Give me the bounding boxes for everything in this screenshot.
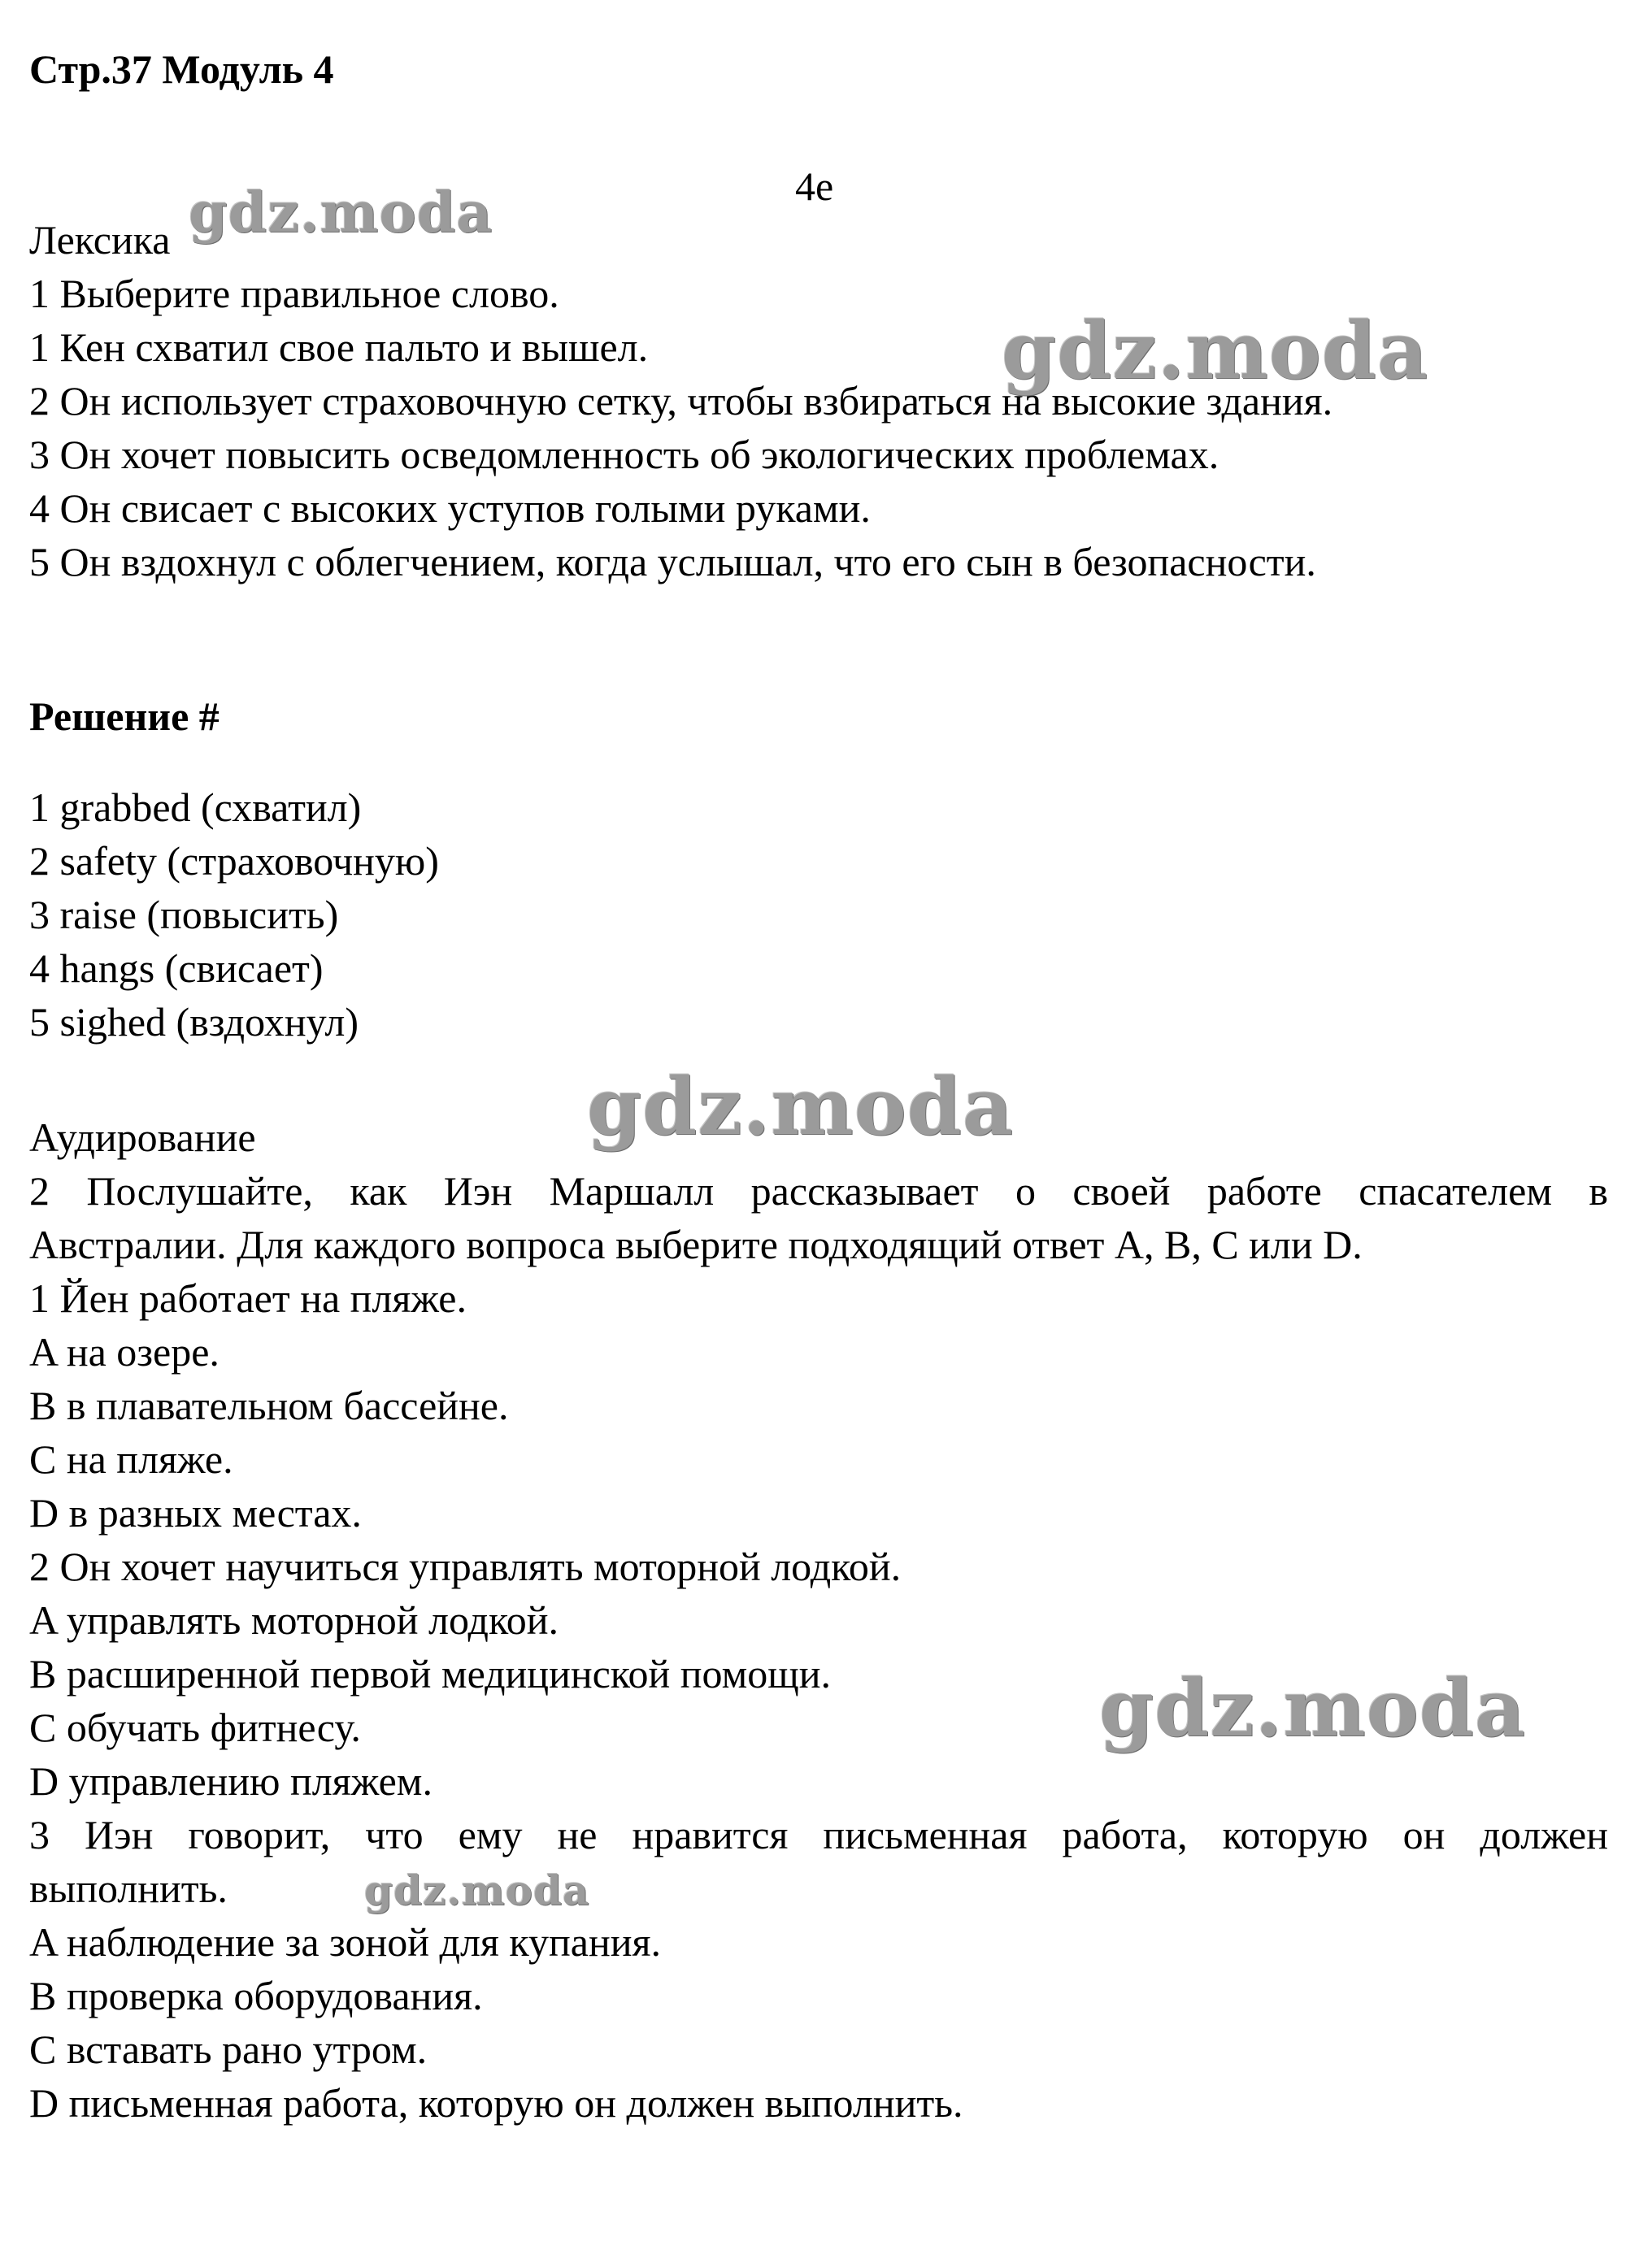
vocabulary-item: 3 Он хочет повысить осведомленность об экологических проблемах.: [29, 432, 1219, 477]
solution-answer: 4 hangs (свисает): [29, 945, 324, 991]
vocabulary-item: 1 Кен схватил свое пальто и вышел.: [29, 324, 649, 370]
listening-task-line: 2 Послушайте, как Иэн Маршалл рассказывает о своей работе спасателем в: [29, 1168, 1608, 1214]
watermark-logo: gdz.moda: [1002, 305, 1429, 397]
listening-task-line: Австралии. Для каждого вопроса выберите подходящий ответ A, B, C или D.: [29, 1222, 1363, 1267]
section-code: 4e: [795, 163, 834, 209]
option-a: A наблюдение за зоной для купания.: [29, 1919, 661, 1965]
solution-answer: 5 sighed (вздохнул): [29, 999, 359, 1045]
solution-answer: 2 safety (страховочную): [29, 838, 439, 884]
watermark-logo: gdz.moda: [1099, 1662, 1527, 1754]
vocabulary-heading: Лексика: [29, 217, 171, 263]
solution-answer: 3 raise (повысить): [29, 892, 339, 937]
option-d: D управлению пляжем.: [29, 1758, 433, 1804]
page-title: Стр.37 Модуль 4: [29, 46, 334, 92]
solution-heading: Решение #: [29, 693, 220, 739]
option-c: C обучать фитнесу.: [29, 1705, 361, 1750]
option-b: B проверка оборудования.: [29, 1973, 483, 2018]
question-2: 2 Он хочет научиться управлять моторной лодкой.: [29, 1544, 902, 1589]
option-b: B в плавательном бассейне.: [29, 1383, 509, 1428]
option-c: C на пляже.: [29, 1436, 233, 1482]
vocabulary-task: 1 Выберите правильное слово.: [29, 271, 559, 316]
watermark-logo: gdz.moda: [189, 180, 493, 245]
option-b: B расширенной первой медицинской помощи.: [29, 1651, 831, 1696]
question-3-line: 3 Иэн говорит, что ему не нравится письменная работа, которую он должен: [29, 1812, 1608, 1857]
question-1: 1 Йен работает на пляже.: [29, 1275, 467, 1321]
option-d: D письменная работа, которую он должен выполнить.: [29, 2080, 963, 2126]
option-c: C вставать рано утром.: [29, 2027, 428, 2072]
watermark-logo: gdz.moda: [364, 1866, 590, 1914]
question-3-line: выполнить.: [29, 1866, 228, 1911]
watermark-logo: gdz.moda: [587, 1061, 1015, 1153]
vocabulary-item: 4 Он свисает с высоких уступов голыми руками.: [29, 485, 871, 531]
listening-heading: Аудирование: [29, 1114, 256, 1160]
option-d: D в разных местах.: [29, 1490, 362, 1536]
solution-answer: 1 grabbed (схватил): [29, 784, 362, 830]
vocabulary-item: 5 Он вздохнул с облегчением, когда услышал, что его сын в безопасности.: [29, 539, 1316, 584]
option-a: A на озере.: [29, 1329, 220, 1375]
option-a: A управлять моторной лодкой.: [29, 1597, 559, 1643]
vocabulary-item: 2 Он использует страховочную сетку, чтобы взбираться на высокие здания.: [29, 378, 1333, 424]
